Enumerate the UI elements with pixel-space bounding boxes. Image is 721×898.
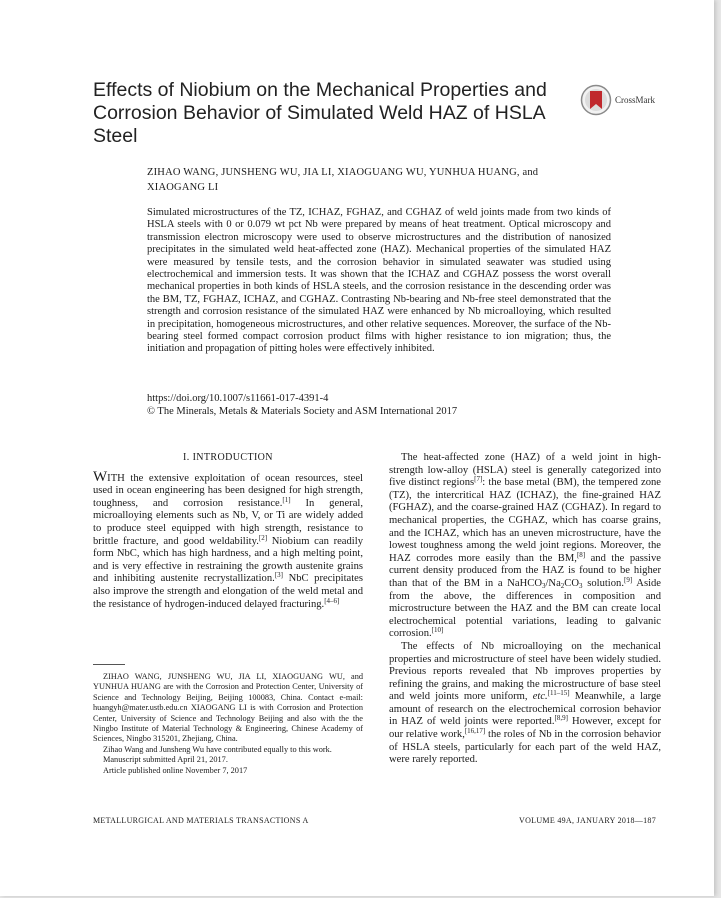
- citation-ref[interactable]: [11–15]: [547, 689, 570, 698]
- footnote-affiliation: ZIHAO WANG, JUNSHENG WU, JIA LI, XIAOGUANG WU, and YUNHUA HUANG are with the Corrosion and Protection Center, University of Science and Technology Beijing, Beijing 100083, China. Contact e-mail: huangyh@mater.ustb.edu.cn XIAOGANG LI is with Corrosion and Protection Center, University of Science and Technology Beijing and also with the the Ningbo Institute of Material Technology & Engineering, Chinese Academy of Sciences, Ningbo 315201, Zhejiang, China.: [93, 672, 363, 744]
- intro-p2-text-b: : the base metal (BM), the tempered zone (TZ), the intercritical HAZ (ICHAZ), the fine-grained HAZ (FGHAZ), and the coarse-grained HAZ (CGHAZ). In regard to mechanical properties, the CGHAZ, which has coarse grains, and the ICHAZ, which has an uneven microstructure, have the lowest toughness among the weld joint regions. Moreover, the HAZ corrodes more easily than the BM,: [389, 477, 661, 564]
- footnote-divider: [93, 664, 125, 665]
- intro-p2-text-c: and the passive current density produced from the HAZ is found to be higher than that of the BM in a NaHCO: [389, 552, 661, 589]
- citation-ref[interactable]: [10]: [431, 626, 444, 635]
- footnote-equal-contribution: Zihao Wang and Junsheng Wu have contributed equally to this work.: [103, 744, 332, 754]
- copyright-line: © The Minerals, Metals & Materials Society and ASM International 2017: [147, 406, 458, 417]
- citation-ref[interactable]: [7]: [474, 475, 483, 484]
- citation-ref[interactable]: [3]: [274, 571, 283, 580]
- running-footer-journal: METALLURGICAL AND MATERIALS TRANSACTIONS A: [93, 816, 309, 825]
- section-heading-introduction: I. INTRODUCTION: [183, 452, 273, 463]
- intro-paragraph-3: [389, 641, 661, 767]
- intro-p1-text-d: NbC precipitates also improve the strength and elongation of the weld metal and the resistance of hydrogen-induced delayed fracturing.: [93, 573, 364, 610]
- crossmark-label: CrossMark: [615, 95, 655, 105]
- article-title: Effects of Niobium on the Mechanical Properties and Corrosion Behavior of Simulated Weld HAZ of HSLA Steel: [93, 79, 547, 147]
- footnote-published: Article published online November 7, 2017: [103, 765, 248, 775]
- citation-ref[interactable]: [16,17]: [464, 727, 486, 736]
- right-column: [389, 452, 661, 767]
- intro-p3-text-a: The effects of Nb microalloying on the mechanical properties and microstructure of steel have been widely studied. Previous reports revealed that Nb improves properties by refining the grains, and making the microstructure of base steel and weld joints more uniform,: [389, 640, 661, 703]
- intro-p2-text-e: Aside from the above, the differences in composition and microstructure between the HAZ and the BM can create local electrochemical potential variations, leading to galvanic corrosion.: [389, 577, 662, 640]
- intro-p3-text-c: However, except for our relative work,: [389, 716, 661, 741]
- intro-p2-text-a: The heat-affected zone (HAZ) of a weld joint in high-strength low-alloy (HSLA) steel is generally categorized into five distinct regions: [389, 452, 661, 489]
- intro-p1-text-b: In general, microalloying elements such as Nb, V, or Ti are widely added to produce steel equipped with high strength, resistance to brittle fracture, and good weldability.: [93, 497, 363, 547]
- drop-cap: W: [93, 468, 108, 485]
- subscript: 3: [579, 581, 583, 590]
- subscript: 2: [560, 581, 565, 590]
- intro-paragraph-1: [93, 468, 364, 612]
- doi-link[interactable]: https://doi.org/10.1007/s11661-017-4391-4: [147, 393, 329, 404]
- footnote-submitted: Manuscript submitted April 21, 2017.: [103, 755, 228, 765]
- intro-p3-text-b: Meanwhile, a large amount of research on the electrochemical corrosion behavior in HAZ of weld joints were reported.: [389, 691, 661, 728]
- left-column: [93, 452, 363, 611]
- intro-p2-text-c2: /Na: [545, 577, 561, 589]
- subscript: 3: [541, 581, 546, 590]
- citation-ref[interactable]: [8]: [576, 550, 586, 559]
- intro-p1-text-c: Niobium can readily form NbC, which has high hardness, and a high melting point, and is very effective in restraining the growth austenite grains and inhibiting austenite recrystallization.: [93, 535, 363, 585]
- intro-p2-text-d: solution.: [582, 577, 624, 589]
- intro-p3-text-d: the roles of Nb in the corrosion behavior of HSLA steels, particularly for each part of the weld HAZ, were rarely reported.: [389, 729, 661, 766]
- intro-p1-text-a: ITH the extensive exploitation of ocean resources, steel used in ocean engineering has been designed for high strength, toughness, and corrosion resistance.: [93, 472, 363, 509]
- intro-p2-text-c3: CO: [564, 577, 579, 589]
- citation-ref[interactable]: [8,9]: [554, 714, 568, 723]
- citation-ref[interactable]: [9]: [624, 575, 633, 584]
- citation-ref[interactable]: [4–6]: [324, 596, 340, 605]
- doi-block: [147, 392, 611, 418]
- citation-ref[interactable]: [2]: [258, 533, 268, 542]
- abstract: Simulated microstructures of the TZ, ICHAZ, FGHAZ, and CGHAZ of weld joints made from two kinds of HSLA steels with 0 or 0.079 wt pct Nb were prepared by means of heat treatment. Optical microscopy and transmission electron microscopy were used to observe microstructures and the distribution of nanosized precipitates in the simulated weld heat-affected zone (HAZ). Mechanical properties of the simulated HAZ were measured by tensile tests, and the corrosion behavior in simulated seawater was studied using electrochemical and immersion tests. It was shown that the ICHAZ and CGHAZ possess the worst overall mechanical properties in both kinds of HSLA steels, and the corrosion resistance in the descending order was the BM, TZ, FGHAZ, ICHAZ, and CGHAZ. Contrasting Nb-bearing and Nb-free steel demonstrated that the strength and corrosion resistance of the simulated HAZ were enhanced by Nb microalloying, which resulted in precipitation, homogeneous microstructures, and other relative sequences. Moreover, the surface of the Nb-bearing steel formed compact corrosion product films with higher resistance to ion migration; thus, the initiation and propagation of pitting holes were effectively inhibited.: [147, 207, 611, 355]
- footnotes: [93, 672, 363, 776]
- crossmark-badge[interactable]: [580, 84, 670, 114]
- author-list: ZIHAO WANG, JUNSHENG WU, JIA LI, XIAOGUANG WU, YUNHUA HUANG, and XIAOGANG LI: [147, 167, 539, 193]
- citation-ref[interactable]: [1]: [282, 495, 291, 504]
- intro-paragraph-2: [389, 452, 661, 641]
- running-footer-volume: VOLUME 49A, JANUARY 2018—187: [519, 816, 656, 825]
- etc-italic: etc.: [532, 691, 548, 703]
- crossmark-icon: [580, 84, 612, 116]
